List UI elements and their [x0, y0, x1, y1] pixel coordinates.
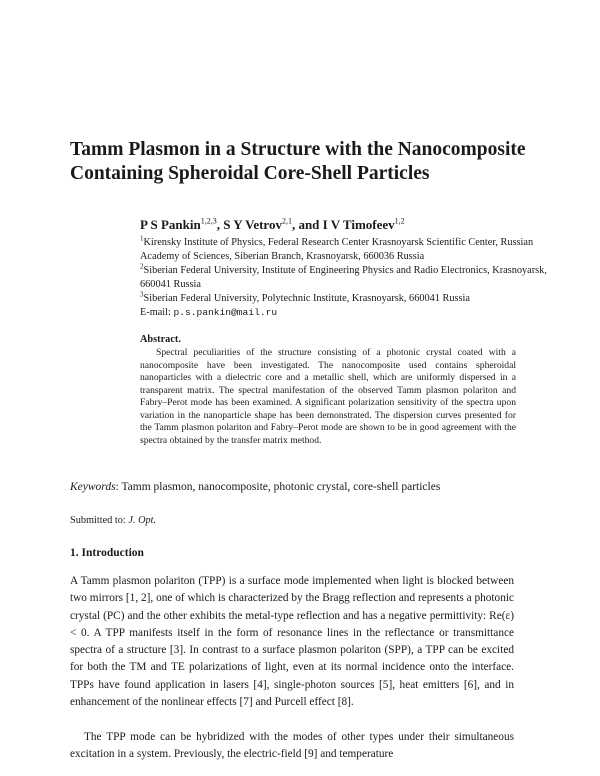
email-line	[140, 307, 277, 318]
keywords-text: : Tamm plasmon, nanocomposite, photonic crystal, core-shell particles	[115, 481, 441, 493]
paper-title: Tamm Plasmon in a Structure with the Nanocomposite Containing Spheroidal Core-Shell Particles	[70, 139, 526, 184]
affiliation-text: Siberian Federal University, Polytechnic Institute, Krasnoyarsk, 660041 Russia	[143, 293, 470, 304]
abstract-heading: Abstract.	[140, 334, 181, 345]
affiliation-marker: 1,2	[394, 216, 405, 226]
author-separator: , and	[291, 217, 323, 232]
author-name: S Y Vetrov	[223, 217, 282, 232]
affiliation-number: 1	[140, 234, 144, 243]
keywords-line	[70, 481, 540, 493]
author-name: P S Pankin	[140, 217, 201, 232]
journal-name: J. Opt.	[128, 515, 157, 526]
affiliation-number: 3	[140, 290, 144, 299]
submitted-label: Submitted to:	[70, 515, 129, 526]
body-paragraph: A Tamm plasmon polariton (TPP) is a surface mode implemented when light is blocked between two mirrors [1, 2], one of which is characterized by the Bragg reflection and represents a photonic crystal (PC) and the other exhibits the metal-type reflection and has a negative permittivity: Re(ε) < 0. A TPP manifests itself in the form of resonance lines in the reflectance or transmittance spectra of a structure [3]. In contrast to a surface plasmon polariton (SPP), a TPP can be excited for both the TM and TE polarizations of light, even at its normal incidence onto the interface. TPPs have found application in lasers [4], single-photon sources [5], heat emitters [6], and in enhancement of the nonlinear effects [7] and Purcell effect [8].	[70, 575, 514, 709]
affiliation-marker: 1,2,3	[200, 216, 217, 226]
affiliation-text: Siberian Federal University, Institute of Engineering Physics and Radio Electronics, Krasnoyarsk, 660041 Russia	[140, 265, 547, 290]
affiliation-number: 2	[140, 262, 144, 271]
author-name: I V Timofeev	[322, 217, 395, 232]
keywords-label: Keywords	[70, 481, 116, 493]
affiliation	[140, 264, 560, 292]
author-list	[140, 217, 560, 233]
author-separator: ,	[216, 217, 224, 232]
abstract-text: Spectral peculiarities of the structure consisting of a photonic crystal coated with a nanocomposite have been investigated. The nanocomposite used contains spheroidal nanoparticles with a dielectric core and a metallic shell, which are uniformly dispersed in a transparent matrix. The spectral manifestation of the observed Tamm plasmon polariton and Fabry–Perot mode has been examined. A significant polarization sensitivity of the spectra upon variation in the nanoparticle shape has been demonstrated. The dispersion curves presented for the Tamm plasmon polariton and Fabry–Perot mode are shown to be in good agreement with the spectra obtained by the transfer matrix method.	[140, 347, 516, 446]
affiliation	[140, 236, 560, 264]
body-paragraph: The TPP mode can be hybridized with the modes of other types under their simultaneous excitation in a system. Previously, the electric-field [9] and temperature	[70, 731, 514, 761]
email-address: p.s.pankin@mail.ru	[173, 307, 278, 318]
email-label: E-mail:	[140, 307, 174, 318]
submitted-line	[70, 515, 156, 526]
section-heading: 1. Introduction	[70, 547, 144, 559]
affiliation	[140, 292, 560, 306]
affiliation-marker: 2,1	[281, 216, 292, 226]
affiliation-text: Kirensky Institute of Physics, Federal Research Center Krasnoyarsk Scientific Center, Russian Academy of Sciences, Siberian Branch, Krasnoyarsk, 660036 Russia	[140, 237, 534, 262]
